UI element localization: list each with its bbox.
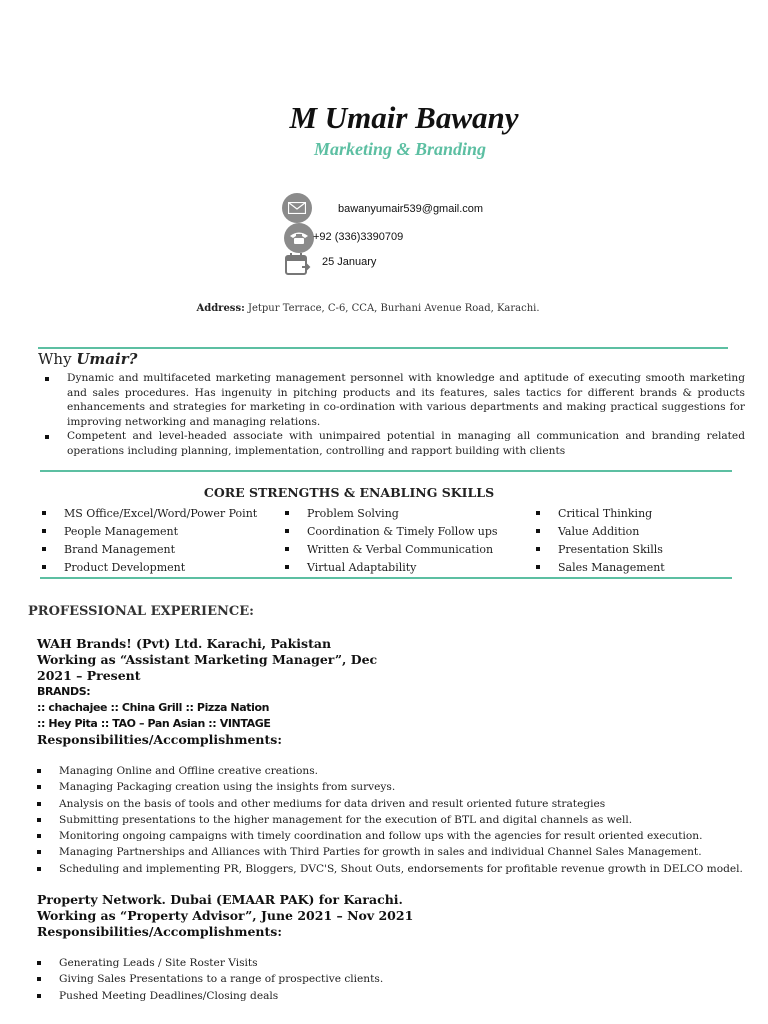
list-item: Virtual Adaptability	[307, 559, 527, 577]
job2-header	[37, 892, 457, 940]
list-item: Coordination & Timely Follow ups	[307, 523, 527, 541]
divider-top	[38, 347, 728, 349]
list-item: Managing Packaging creation using the insights from surveys.	[59, 779, 759, 795]
list-item: Brand Management	[64, 541, 284, 559]
calendar-icon	[285, 252, 311, 276]
divider-why	[40, 470, 732, 472]
list-item: Written & Verbal Communication	[307, 541, 527, 559]
list-item: Managing Partnerships and Alliances with Third Parties for growth in sales and individual Channel Sales Management.	[59, 844, 759, 860]
list-item: Giving Sales Presentations to a range of prospective clients.	[59, 971, 759, 987]
job1-brands-line1: :: chachajee :: China Grill :: Pizza Nation	[37, 701, 270, 714]
job1-brands-line2: :: Hey Pita :: TAO – Pan Asian :: VINTAGE	[37, 717, 271, 730]
email-text: bawanyumair539@gmail.com	[338, 203, 484, 215]
skills-column-1	[64, 505, 284, 577]
list-item: Managing Online and Offline creative creations.	[59, 763, 759, 779]
list-item: Analysis on the basis of tools and other mediums for data driven and result oriented future strategies	[59, 796, 759, 812]
list-item: Product Development	[64, 559, 284, 577]
list-item: Presentation Skills	[558, 541, 738, 559]
address-label: Address:	[196, 303, 245, 314]
list-item: Critical Thinking	[558, 505, 738, 523]
job1-resp-label: Responsibilities/Accomplishments:	[37, 732, 282, 747]
list-item: Generating Leads / Site Roster Visits	[59, 955, 759, 971]
list-item: MS Office/Excel/Word/Power Point	[64, 505, 284, 523]
why-list	[67, 371, 745, 458]
job1-company: WAH Brands! (Pvt) Ltd. Karachi, Pakistan	[37, 636, 332, 651]
list-item: Monitoring ongoing campaigns with timely coordination and follow ups with the agencies for result oriented execution.	[59, 828, 759, 844]
address	[0, 303, 736, 314]
job2-resp-label: Responsibilities/Accomplishments:	[37, 924, 282, 939]
job1-responsibilities	[59, 763, 759, 877]
phone-text: +92 (336)3390709	[313, 231, 404, 243]
skills-column-3	[558, 505, 738, 577]
candidate-name: M Umair Bawany	[289, 100, 519, 135]
list-item: Dynamic and multifaceted marketing management personnel with knowledge and aptitude of executing smooth marketing and sales procedures. Has ingenuity in pitching products and its features, sales tactics for different brands & products enhancements and strategies for marketing in co-ordination with various departments and making practical suggestions for improving networking and managing relations.	[67, 372, 745, 428]
email-icon	[282, 193, 312, 223]
list-item: Scheduling and implementing PR, Bloggers, DVC'S, Shout Outs, endorsements for profitable revenue growth in DELCO model.	[59, 861, 759, 877]
why-heading	[38, 350, 137, 368]
why-name: Umair?	[76, 350, 138, 368]
list-item: Submitting presentations to the higher management for the execution of BTL and digital channels as well.	[59, 812, 759, 828]
list-item: Sales Management	[558, 559, 738, 577]
dob-text: 25 January	[322, 256, 377, 268]
list-item: People Management	[64, 523, 284, 541]
job2-role: Working as “Property Advisor”, June 2021 – Nov 2021	[37, 908, 414, 923]
job2-responsibilities	[59, 955, 759, 1004]
list-item: Value Addition	[558, 523, 738, 541]
phone-icon	[284, 223, 314, 253]
candidate-tagline: Marketing & Branding	[313, 139, 487, 159]
list-item: Pushed Meeting Deadlines/Closing deals	[59, 988, 759, 1004]
address-value: Jetpur Terrace, C-6, CCA, Burhani Avenue Road, Karachi.	[247, 303, 540, 314]
list-item: Competent and level-headed associate with unimpaired potential in managing all communication and branding related operations including planning, implementation, controlling and rapport building with clients	[67, 430, 745, 457]
list-item: Problem Solving	[307, 505, 527, 523]
skills-heading: CORE STRENGTHS & ENABLING SKILLS	[203, 485, 495, 500]
job1-brands-label: BRANDS:	[37, 685, 91, 698]
job1-role-line2: 2021 – Present	[37, 668, 141, 683]
job1-header	[37, 636, 437, 748]
job2-company: Property Network. Dubai (EMAAR PAK) for Karachi.	[37, 892, 403, 907]
skills-column-2	[307, 505, 527, 577]
divider-skills	[40, 577, 732, 579]
why-prefix: Why	[38, 350, 72, 368]
job1-role-line1: Working as “Assistant Marketing Manager”, Dec	[37, 652, 378, 667]
experience-heading: PROFESSIONAL EXPERIENCE:	[28, 604, 254, 619]
